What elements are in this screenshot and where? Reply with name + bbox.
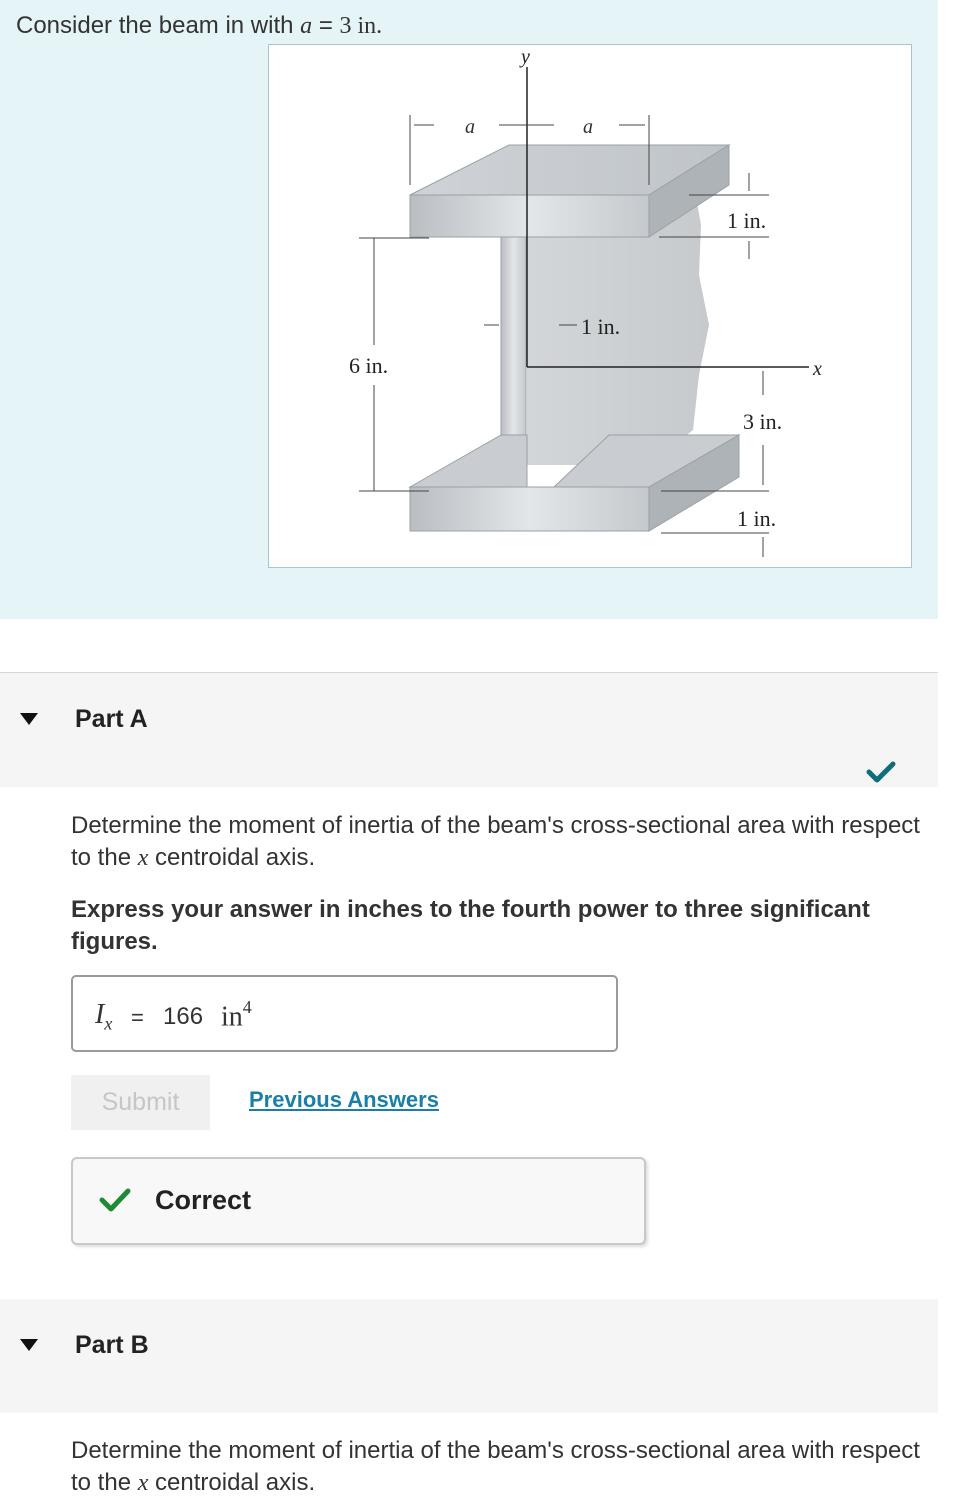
dim-label-a-right: a (583, 116, 593, 138)
answer-equals: = (131, 1005, 144, 1030)
answer-input[interactable] (71, 975, 618, 1052)
dim-label-3in: 3 in. (743, 409, 783, 434)
dim-label-top-flange: 1 in. (727, 208, 767, 233)
answer-unit: $in^4$ (221, 997, 252, 1033)
dim-label-6in: 6 in. (349, 353, 389, 378)
feedback-box (71, 1157, 646, 1245)
beam-figure (268, 44, 912, 568)
bottom-flange-front-face (410, 487, 649, 531)
top-flange-front-face (410, 195, 649, 237)
part-a-instruction: Express your answer in inches to the fourth power to three significant figures. (71, 896, 870, 955)
submit-button[interactable]: Submit (71, 1075, 210, 1130)
part-a-header[interactable] (0, 673, 938, 787)
answer-value[interactable]: 166 (163, 1003, 204, 1030)
part-b-title: Part B (75, 1331, 149, 1359)
previous-answers-link[interactable]: Previous Answers (249, 1087, 439, 1112)
checkmark-icon (99, 1187, 131, 1218)
caret-down-icon[interactable] (20, 713, 38, 725)
dim-label-bottom-flange: 1 in. (737, 506, 777, 531)
dim-label-a-left: a (465, 116, 475, 138)
caret-down-icon[interactable] (20, 1339, 38, 1351)
part-b-question: Determine the moment of inertia of the beam's cross-sectional area with respect to the x centroidal axis. (71, 1437, 920, 1496)
dim-label-web-1in: 1 in. (581, 314, 621, 339)
y-axis-label: y (521, 46, 530, 68)
problem-intro (0, 0, 938, 619)
part-b-header[interactable] (0, 1299, 938, 1413)
intro-text: Consider the beam in with a = 3 in. (16, 12, 383, 39)
feedback-text: Correct (155, 1185, 252, 1215)
part-a-title: Part A (75, 705, 148, 733)
part-a-question: Determine the moment of inertia of the beam's cross-sectional area with respect to the x centroidal axis. (71, 812, 920, 871)
answer-variable: $I_x$ (95, 999, 113, 1034)
x-axis-label: x (813, 358, 822, 380)
checkmark-icon (866, 760, 896, 789)
